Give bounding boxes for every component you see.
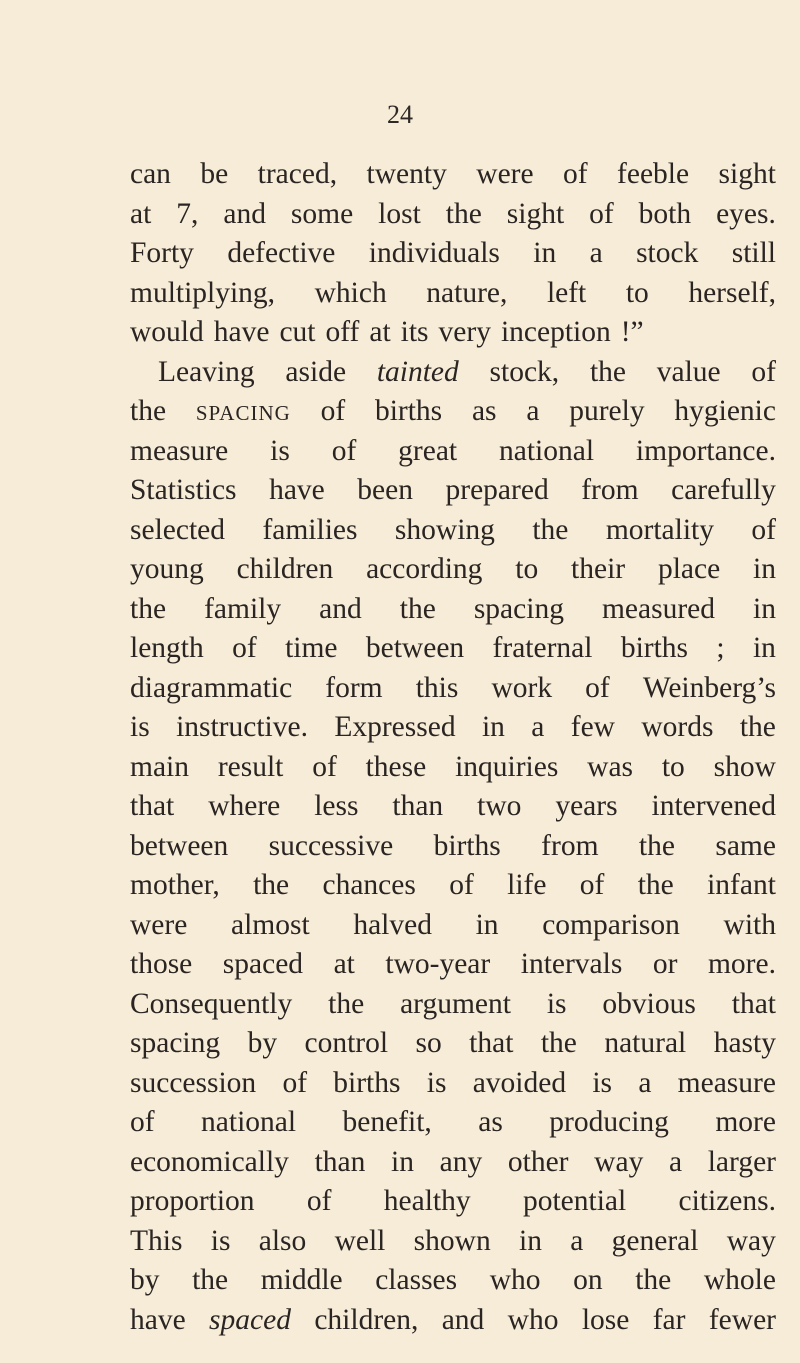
word: nature, <box>426 276 508 309</box>
word: spaced <box>222 948 304 980</box>
text-line <box>130 1222 776 1262</box>
word: still <box>731 237 776 269</box>
word: classes <box>375 1264 458 1296</box>
word: sight <box>718 158 776 190</box>
word: is <box>130 711 150 743</box>
word: selected <box>130 513 225 546</box>
word: two <box>477 790 522 822</box>
word: is <box>270 434 290 467</box>
word: in <box>753 553 776 585</box>
text-line <box>130 155 776 195</box>
word: of <box>331 434 357 467</box>
word: inception <box>500 316 611 348</box>
text-line <box>130 392 776 432</box>
word: tainted <box>376 355 459 388</box>
word: individuals <box>368 237 500 269</box>
text-line <box>130 866 776 906</box>
word: in <box>533 237 557 269</box>
text-line <box>130 353 776 393</box>
word: this <box>415 671 459 704</box>
word: !” <box>620 316 644 348</box>
word: middle <box>260 1264 343 1296</box>
word: left <box>546 276 587 309</box>
word: defective <box>227 237 336 269</box>
word: lose <box>581 1303 630 1336</box>
text-line <box>130 708 776 748</box>
word: were <box>130 908 188 941</box>
word: of <box>585 671 610 704</box>
word: aside <box>285 355 347 388</box>
word: of <box>232 632 257 664</box>
text-line <box>130 985 776 1025</box>
word: and <box>223 197 266 230</box>
word: the <box>399 592 436 625</box>
word: succession <box>130 1066 257 1099</box>
word: hygienic <box>674 395 776 427</box>
word: almost <box>230 908 310 941</box>
word: off <box>325 316 360 348</box>
word: successive <box>268 829 394 862</box>
word: young <box>130 553 204 585</box>
word: infant <box>707 869 776 901</box>
word: a <box>531 711 545 743</box>
word: avoided <box>472 1066 567 1099</box>
word: ; <box>716 632 725 664</box>
text-line <box>130 669 776 709</box>
word: Forty <box>130 237 194 269</box>
text-line <box>130 1024 776 1064</box>
word: benefit, <box>342 1106 432 1138</box>
word: carefully <box>671 474 776 506</box>
word: of <box>449 869 474 901</box>
word: the <box>739 711 776 743</box>
word: measure <box>677 1066 776 1099</box>
word: proportion <box>130 1185 255 1217</box>
word: so <box>415 1027 442 1059</box>
word: a <box>638 1066 652 1099</box>
word: where <box>208 790 281 822</box>
word: a <box>570 1224 584 1257</box>
word: same <box>715 829 776 862</box>
word: with <box>723 908 776 941</box>
word: show <box>713 750 776 783</box>
word: fraternal <box>492 632 593 664</box>
word: national <box>201 1106 297 1138</box>
word: measure <box>130 434 229 467</box>
word: importance. <box>635 434 776 467</box>
word: place <box>657 553 721 585</box>
word: showing <box>394 513 495 546</box>
word: This <box>130 1224 183 1257</box>
word: a <box>526 395 540 427</box>
word: to <box>515 553 539 585</box>
word: who <box>507 1303 559 1336</box>
text-line <box>130 1103 776 1143</box>
word: potential <box>522 1185 627 1217</box>
word: been <box>357 474 413 506</box>
word: at <box>369 316 391 348</box>
word: spacing <box>473 592 564 625</box>
word: of <box>589 197 614 230</box>
word: the <box>638 829 675 862</box>
word: to <box>661 750 685 783</box>
word: the <box>540 1027 577 1059</box>
word: time <box>285 632 338 664</box>
word: who <box>489 1264 541 1296</box>
word: mother, <box>130 869 220 901</box>
word: instructive. <box>176 711 308 743</box>
word: and <box>319 592 362 625</box>
word: in <box>481 711 505 743</box>
word: births <box>620 632 689 664</box>
word: Weinberg’s <box>642 671 776 704</box>
word: Statistics <box>130 474 237 506</box>
word: larger <box>707 1145 776 1178</box>
word: from <box>581 474 639 506</box>
word: work <box>491 671 553 704</box>
word: in <box>475 908 499 941</box>
word: measured <box>601 592 716 625</box>
word: value <box>656 355 721 388</box>
word: to <box>625 276 649 309</box>
word: more <box>715 1106 776 1138</box>
word: as <box>478 1106 503 1138</box>
word: general <box>611 1224 699 1257</box>
word: eyes. <box>716 197 776 230</box>
word: some <box>290 197 354 230</box>
word: purely <box>569 395 645 427</box>
word: on <box>573 1264 603 1296</box>
word: stock, <box>489 355 560 388</box>
word: at <box>333 948 355 980</box>
word: of <box>579 869 605 901</box>
word: or <box>652 948 678 980</box>
word: and <box>441 1303 485 1336</box>
word: two-year <box>385 948 491 980</box>
word: diagrammatic <box>130 671 293 704</box>
word: the <box>532 513 569 546</box>
word: spacing <box>195 395 291 427</box>
word: fewer <box>708 1303 776 1336</box>
text-line <box>130 274 776 314</box>
word: length <box>130 632 204 664</box>
word: both <box>638 197 692 230</box>
word: Expressed <box>334 711 456 743</box>
word: whole <box>703 1264 776 1296</box>
text-line <box>130 629 776 669</box>
word: hasty <box>713 1027 776 1059</box>
word: is <box>546 987 567 1020</box>
word: way <box>726 1224 776 1257</box>
text-line <box>130 906 776 946</box>
text-line <box>130 787 776 827</box>
word: mortality <box>605 513 714 546</box>
word: of <box>306 1185 332 1217</box>
word: from <box>541 829 599 862</box>
word: few <box>570 711 615 743</box>
word: be <box>200 158 229 190</box>
word: way <box>594 1145 644 1178</box>
word: control <box>304 1027 389 1059</box>
page-number: 24 <box>387 100 413 129</box>
word: national <box>499 434 595 467</box>
word: as <box>471 395 497 427</box>
word: words <box>641 711 714 743</box>
word: a <box>589 237 603 269</box>
word: traced, <box>257 158 338 190</box>
word: the <box>635 1264 672 1296</box>
word: than <box>392 790 444 822</box>
text-line <box>130 234 776 274</box>
word: shown <box>413 1224 491 1257</box>
word: lost <box>378 197 421 230</box>
word: by <box>130 1264 160 1296</box>
word: any <box>439 1145 483 1178</box>
word: years <box>555 790 618 822</box>
word: intervals <box>520 948 623 980</box>
word: its <box>400 316 429 348</box>
word: other <box>507 1145 569 1178</box>
text-line <box>130 1261 776 1301</box>
word: Leaving <box>158 355 255 388</box>
word: in <box>391 1145 414 1178</box>
word: chances <box>322 869 416 901</box>
word: of <box>563 158 588 190</box>
word: main <box>130 750 189 783</box>
text-line <box>130 195 776 235</box>
word: families <box>262 513 358 546</box>
word: result <box>217 750 284 783</box>
word: was <box>587 750 634 783</box>
word: of <box>282 1066 308 1099</box>
word: were <box>476 158 534 190</box>
word: 7, <box>176 197 199 230</box>
word: the <box>445 197 482 230</box>
word: healthy <box>383 1185 471 1217</box>
word: more. <box>707 948 776 980</box>
word: feeble <box>617 158 690 190</box>
text-line <box>130 432 776 472</box>
word: the <box>130 592 167 625</box>
word: that <box>731 987 776 1020</box>
word: life <box>507 869 547 901</box>
word: would <box>130 316 204 348</box>
word: children <box>236 553 334 585</box>
text-line <box>130 1182 776 1222</box>
word: births <box>333 1066 401 1099</box>
word: which <box>314 276 387 309</box>
word: have <box>269 474 325 506</box>
word: halved <box>353 908 432 941</box>
word: between <box>130 829 229 862</box>
word: in <box>752 632 776 664</box>
word: of <box>751 355 776 388</box>
word: great <box>398 434 458 467</box>
word: prepared <box>445 474 549 506</box>
word: is <box>426 1066 447 1099</box>
word: between <box>365 632 465 664</box>
word: obvious <box>602 987 696 1020</box>
word: herself, <box>688 276 776 309</box>
word: family <box>204 592 282 625</box>
text-line <box>130 313 776 353</box>
word: sight <box>506 197 565 230</box>
word: Consequently <box>130 987 293 1020</box>
word: those <box>130 948 193 980</box>
text-line <box>130 1301 776 1341</box>
word: intervened <box>651 790 776 822</box>
text-line <box>130 1143 776 1183</box>
word: their <box>571 553 626 585</box>
word: cut <box>279 316 316 348</box>
word: by <box>247 1027 278 1059</box>
word: of <box>320 395 346 427</box>
word: can <box>130 158 171 190</box>
word: multiplying, <box>130 276 276 309</box>
word: than <box>314 1145 366 1178</box>
word: have <box>213 316 270 348</box>
word: of <box>130 1106 155 1138</box>
word: the <box>328 987 365 1020</box>
word: well <box>334 1224 386 1257</box>
word: is <box>592 1066 613 1099</box>
word: births <box>433 829 501 862</box>
word: economically <box>130 1145 289 1178</box>
word: in <box>753 592 776 625</box>
word: at <box>130 197 152 230</box>
word: births <box>374 395 443 427</box>
word: children, <box>314 1303 419 1336</box>
word: comparison <box>542 908 680 941</box>
text-line <box>130 1064 776 1104</box>
word: producing <box>549 1106 669 1138</box>
word: citizens. <box>678 1185 776 1217</box>
word: spacing <box>130 1027 221 1059</box>
word: stock <box>636 237 699 269</box>
word: of <box>312 750 337 783</box>
text-line <box>130 590 776 630</box>
text-line <box>130 471 776 511</box>
word: also <box>258 1224 307 1257</box>
word: that <box>469 1027 514 1059</box>
word: inquiries <box>455 750 559 783</box>
word: that <box>130 790 175 822</box>
word: natural <box>604 1027 687 1059</box>
word: is <box>210 1224 231 1257</box>
word: a <box>668 1145 683 1178</box>
word: the <box>637 869 674 901</box>
word: according <box>366 553 483 585</box>
word: twenty <box>366 158 447 190</box>
text-line <box>130 945 776 985</box>
text-line <box>130 827 776 867</box>
word: argument <box>400 987 511 1020</box>
word: form <box>325 671 383 704</box>
word: the <box>130 395 167 427</box>
body-text <box>130 155 776 1340</box>
word: far <box>652 1303 686 1336</box>
word: very <box>438 316 491 348</box>
word: these <box>365 750 427 783</box>
text-line <box>130 550 776 590</box>
word: spaced <box>209 1303 291 1336</box>
word: the <box>192 1264 229 1296</box>
text-line <box>130 748 776 788</box>
word: the <box>253 869 290 901</box>
word: have <box>130 1303 186 1336</box>
word: the <box>589 355 626 388</box>
word: of <box>751 513 776 546</box>
word: less <box>314 790 359 822</box>
text-line <box>130 511 776 551</box>
word: in <box>519 1224 542 1257</box>
